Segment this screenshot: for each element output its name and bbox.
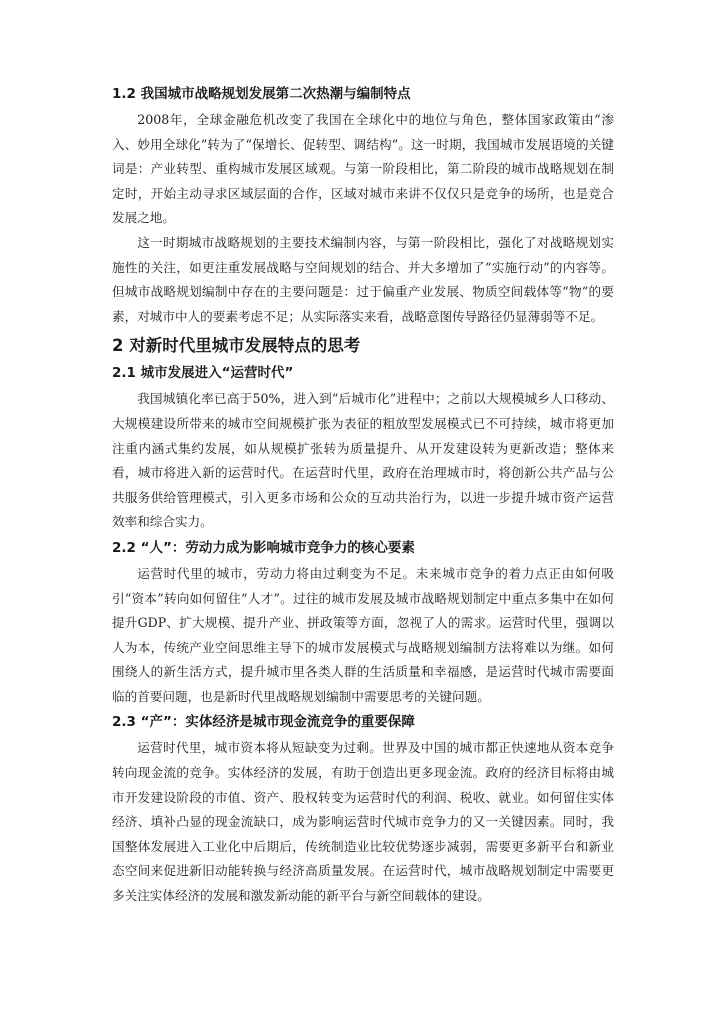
section-heading-2-2: 2.2 “人”：劳动力成为影响城市竞争力的核心要素 — [112, 539, 415, 556]
paragraph: 运营时代里，城市资本将从短缺变为过剩。世界及中国的城市都正快速地从资本竞争转向现金流的竞争。实体经济的发展，有助于创造出更多现金流。政府的经济目标将由城市开发建设阶段的市值、资产、股权转变为运营时代的利润、税收、就业。如何留住实体经济、填补凸显的现金流缺口，成为影响运营时代城市竞争力的又一关键因素。同时，我国整体发展进入工业化中后期后，传统制造业比较优势逐步减弱，需要更多新平台和新业态空间来促进新旧动能转换与经济高质量发展。在运营时代，城市战略规划制定中需要更多关注实体经济的发展和激发新动能的新平台与新空间载体的建设。 — [112, 740, 614, 904]
chapter-heading-2: 2 对新时代里城市发展特点的思考 — [112, 336, 361, 356]
section-heading-1-2: 1.2 我国城市战略规划发展第二次热潮与编制特点 — [112, 86, 411, 102]
section-heading-2-3: 2.3 “产”：实体经济是城市现金流竞争的重要保障 — [112, 714, 415, 731]
document-page — [112, 84, 614, 909]
paragraph: 运营时代里的城市，劳动力将由过剩变为不足。未来城市竞争的着力点正由如何吸引“资本”转向如何留住“人才”。过往的城市发展及城市战略规划制定中重点多集中在如何提升GDP、扩大规模、提升产业、拼政策等方面，忽视了人的需求。运营时代里，强调以人为本，传统产业空间思维主导下的城市发展模式与战略规划编制方法将难以为继。如何围绕人的新生活方式，提升城市里各类人群的生活质量和幸福感，是运营时代城市需要面临的首要问题，也是新时代里战略规划编制中需要思考的关键问题。 — [112, 565, 614, 704]
paragraph: 2008年，全球金融危机改变了我国在全球化中的地位与角色，整体国家政策由“渗入、妙用全球化”转为了“保增长、促转型、调结构”。这一时期，我国城市发展语境的关键词是：产业转型、重构城市发展区域观。与第一阶段相比，第二阶段的城市战略规划在制定时，开始主动寻求区域层面的合作，区域对城市来讲不仅仅只是竞争的场所，也是竞合发展之地。 — [112, 112, 614, 226]
paragraph: 这一时期城市战略规划的主要技术编制内容，与第一阶段相比，强化了对战略规划实施性的关注，如更注重发展战略与空间规划的结合、并大多增加了“实施行动”的内容等。但城市战略规划编制中存在的主要问题是：过于偏重产业发展、物质空间载体等“物”的要素，对城市中人的要素考虑不足；从实际落实来看，战略意图传导路径仍显薄弱等不足。 — [112, 234, 614, 324]
section-heading-2-1: 2.1 城市发展进入“运营时代” — [112, 365, 294, 382]
paragraph: 我国城镇化率已高于50%，进入到“后城市化”进程中；之前以大规模城乡人口移动、大规模建设所带来的城市空间规模扩张为表征的粗放型发展模式已不可持续，城市将更加注重内涵式集约发展，如从规模扩张转为质量提升、从开发建设转为更新改造；整体来看，城市将进入新的运营时代。在运营时代里，政府在治理城市时，将创新公共产品与公共服务供给管理模式，引入更多市场和公众的互动共治行为，以进一步提升城市资产运营效率和综合实力。 — [112, 391, 614, 530]
